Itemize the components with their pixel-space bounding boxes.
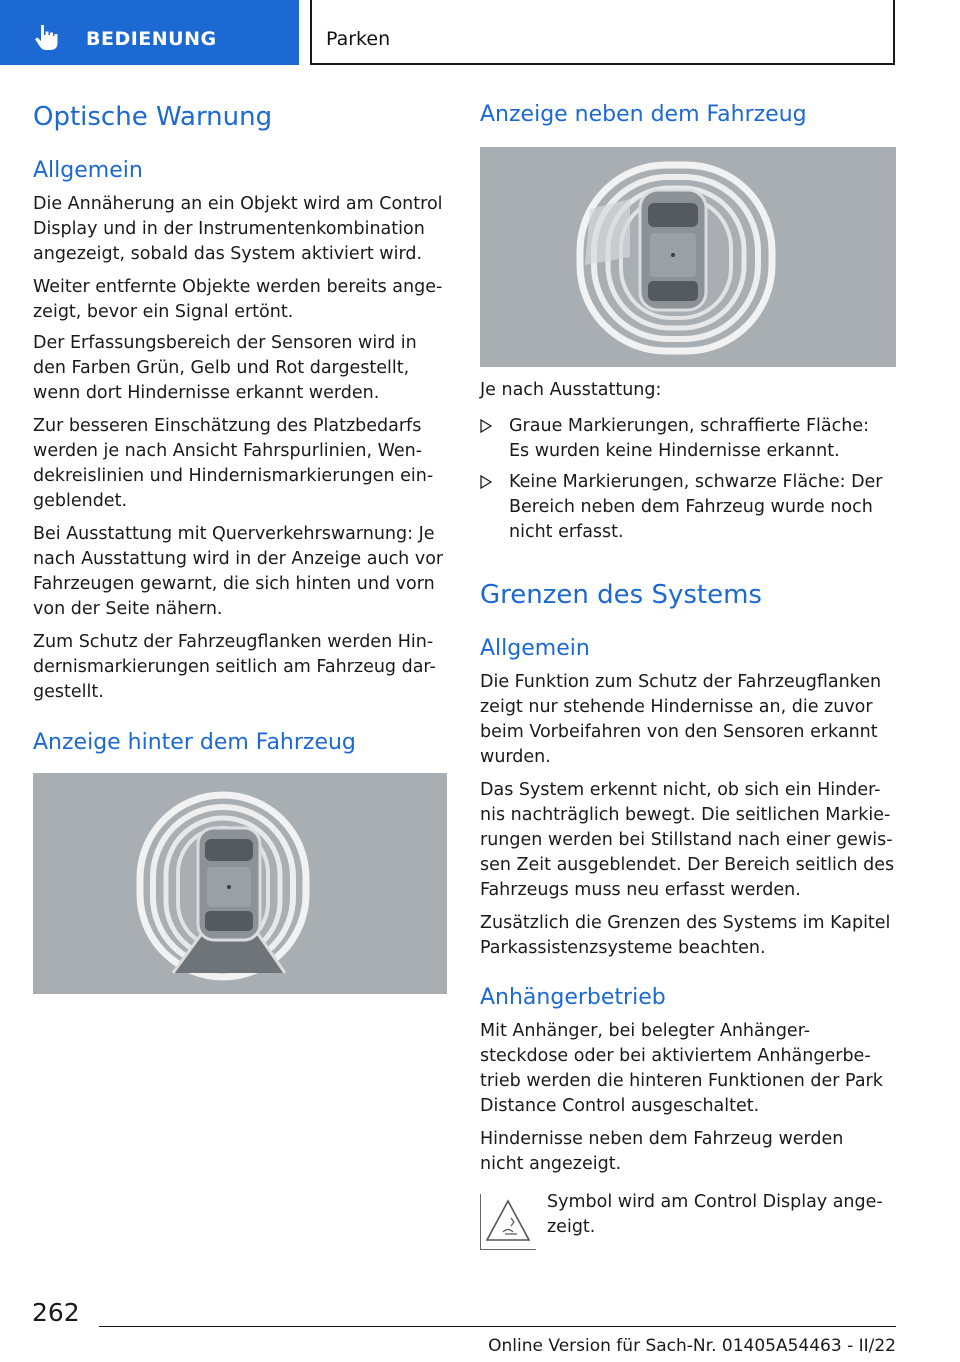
paragraph: Mit Anhänger, bei belegter Anhänger- steckdose oder bei aktiviertem Anhängerbe- trieb werden die hinteren Funktionen der Park Distance Control ausgeschaltet. xyxy=(480,1021,883,1116)
page-number: 262 xyxy=(32,1298,80,1327)
paragraph: Hindernisse neben dem Fahrzeug werden nicht angezeigt. xyxy=(480,1129,844,1174)
section-title: BEDIENUNG xyxy=(86,28,217,50)
chapter-title: Parken xyxy=(326,28,391,50)
equipment-intro: Je nach Ausstattung: xyxy=(480,380,662,400)
list-item-text: Keine Markierungen, schwarze Fläche: Der Bereich neben dem Fahrzeug wurde noch nicht erfasst. xyxy=(509,472,883,542)
paragraph: Zum Schutz der Fahrzeugflanken werden Hin- dernismarkierungen seitlich am Fahrzeug dar- gestellt. xyxy=(33,632,436,702)
triangle-bullet-icon xyxy=(480,475,492,489)
hand-pointer-icon xyxy=(32,22,64,52)
online-version-note: Online Version für Sach-Nr. 01405A54463 - II/22 xyxy=(488,1336,896,1356)
header-section-bar xyxy=(0,0,299,65)
heading-display-behind-vehicle: Anzeige hinter dem Fahrzeug xyxy=(33,730,356,755)
heading-trailer-operation: Anhängerbetrieb xyxy=(480,985,666,1010)
list-item-text: Graue Markierungen, schraffierte Fläche: Es wurden keine Hindernisse erkannt. xyxy=(509,416,869,461)
rear-parking-illustration xyxy=(33,773,447,994)
triangle-bullet-icon xyxy=(480,419,492,433)
side-parking-display-figure xyxy=(480,147,896,367)
side-parking-illustration xyxy=(480,147,896,367)
paragraph: Der Erfassungsbereich der Sensoren wird in den Farben Grün, Gelb und Rot dargestellt, wenn dort Hindernisse erkannt werden. xyxy=(33,333,417,403)
warning-symbol-icon xyxy=(480,1194,536,1250)
subheading-general: Allgemein xyxy=(33,158,143,183)
paragraph: Zur besseren Einschätzung des Platzbedarfs werden je nach Ansicht Fahrspurlinien, Wen- dekreislinien und Hindernismarkierungen ein- geblendet. xyxy=(33,416,434,511)
paragraph: Das System erkennt nicht, ob sich ein Hinder- nis nachträglich bewegt. Die seitlichen Markie- rungen werden bei Stillstand nach einer gewis- sen Zeit ausgeblendet. Der Bereich seitlich des Fahrzeugs muss neu erfasst werden. xyxy=(480,780,895,900)
paragraph: Die Annäherung an ein Objekt wird am Control Display und in der Instrumentenkombination angezeigt, sobald das System aktiviert wird. xyxy=(33,194,443,264)
footer-divider xyxy=(99,1326,896,1327)
section-heading-system-limits: Grenzen des Systems xyxy=(480,580,762,610)
header-chapter-box xyxy=(310,0,895,65)
paragraph: Zusätzlich die Grenzen des Systems im Kapitel Parkassistenzsysteme beachten. xyxy=(480,913,891,958)
paragraph: Bei Ausstattung mit Querverkehrswarnung: Je nach Ausstattung wird in der Anzeige auch vor Fahrzeugen gewarnt, die sich hinten und vorn von der Seite nähern. xyxy=(33,524,444,619)
paragraph: Die Funktion zum Schutz der Fahrzeugflanken zeigt nur stehende Hindernisse an, die zuvor beim Vorbeifahren von den Sensoren erkannt wurden. xyxy=(480,672,882,767)
symbol-note: Symbol wird am Control Display ange- zeigt. xyxy=(547,1192,883,1237)
paragraph: Weiter entfernte Objekte werden bereits ange- zeigt, bevor ein Signal ertönt. xyxy=(33,277,443,322)
subheading-general: Allgemein xyxy=(480,636,590,661)
section-heading-optical-warning: Optische Warnung xyxy=(33,102,273,132)
rear-parking-display-figure xyxy=(33,773,447,994)
heading-display-beside-vehicle: Anzeige neben dem Fahrzeug xyxy=(480,102,807,127)
